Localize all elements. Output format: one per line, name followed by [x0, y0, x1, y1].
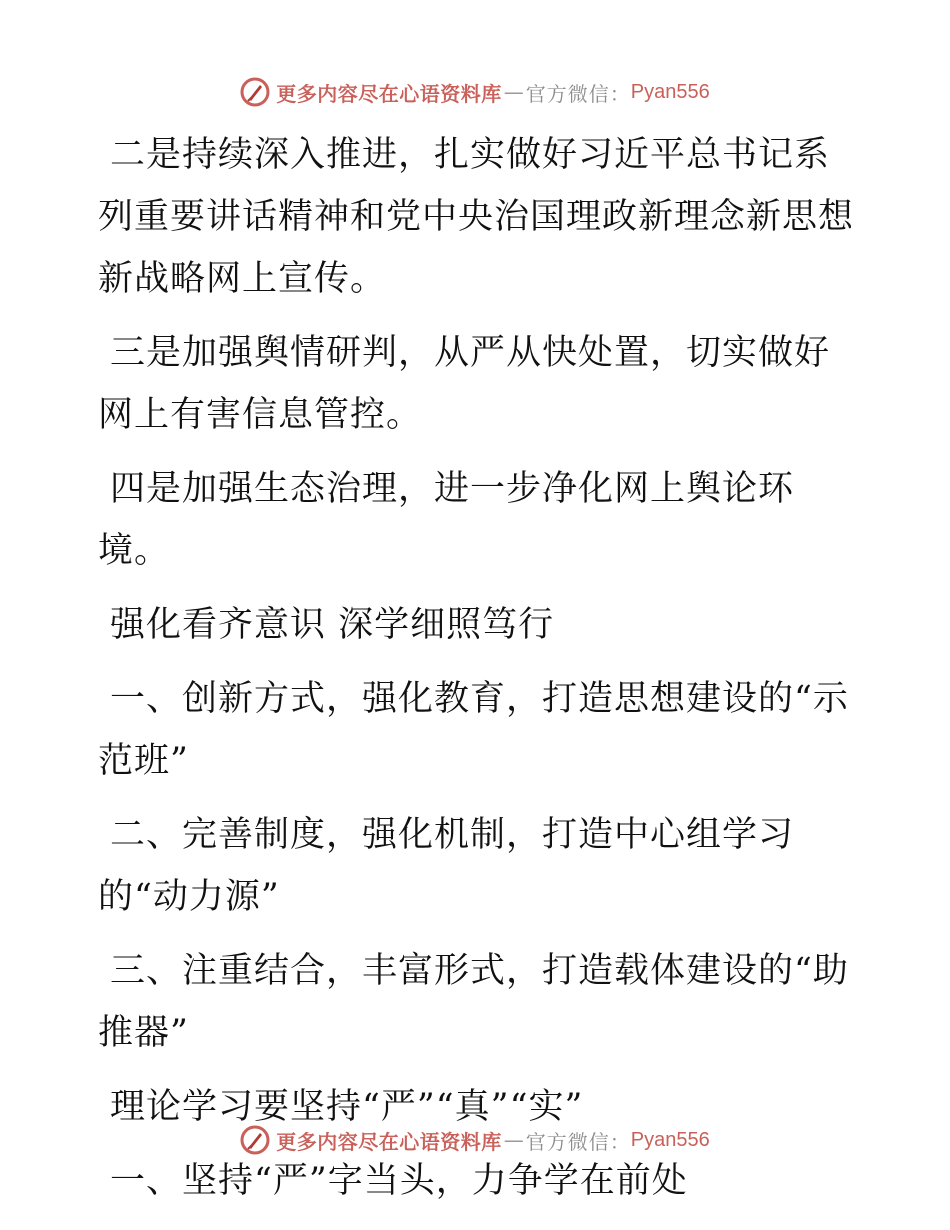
watermark-label: 官方微信： — [525, 1129, 631, 1154]
feather-pen-logo-icon — [240, 77, 270, 107]
section-heading: 理论学习要坚持“严”“真”“实” — [110, 1087, 584, 1127]
watermark-site-text: 更多内容尽在心语资料库 — [276, 1129, 502, 1154]
paragraph: 一、坚持“严”字当头，力争学在前处 — [110, 1161, 688, 1201]
feather-pen-logo-icon — [240, 1125, 270, 1155]
watermark-separator: — — [503, 1128, 524, 1152]
watermark-label: 官方微信： — [525, 81, 631, 106]
paragraph: 一、创新方式，强化教育，打造思想建设的“示范班” — [98, 679, 849, 781]
paragraph: 二是持续深入推进，扎实做好习近平总书记系列重要讲话精神和党中央治国理政新理念新思想新战略网上宣传。 — [98, 135, 855, 299]
paragraph: 四是加强生态治理，进一步净化网上舆论环境。 — [98, 469, 795, 571]
section-heading: 强化看齐意识 深学细照笃行 — [110, 605, 555, 645]
watermark-wechat-id: Pyan556 — [630, 1128, 710, 1151]
watermark-wechat-id: Pyan556 — [630, 80, 710, 103]
watermark-separator: — — [503, 80, 524, 104]
footer-watermark — [0, 1120, 950, 1160]
watermark-site-text: 更多内容尽在心语资料库 — [276, 81, 502, 106]
header-watermark — [0, 72, 950, 112]
paragraph: 二、完善制度，强化机制，打造中心组学习的“动力源” — [98, 815, 795, 917]
document-body — [98, 124, 858, 1224]
paragraph: 三是加强舆情研判，从严从快处置，切实做好网上有害信息管控。 — [98, 333, 831, 435]
paragraph: 三、注重结合，丰富形式，打造载体建设的“助推器” — [98, 951, 849, 1053]
